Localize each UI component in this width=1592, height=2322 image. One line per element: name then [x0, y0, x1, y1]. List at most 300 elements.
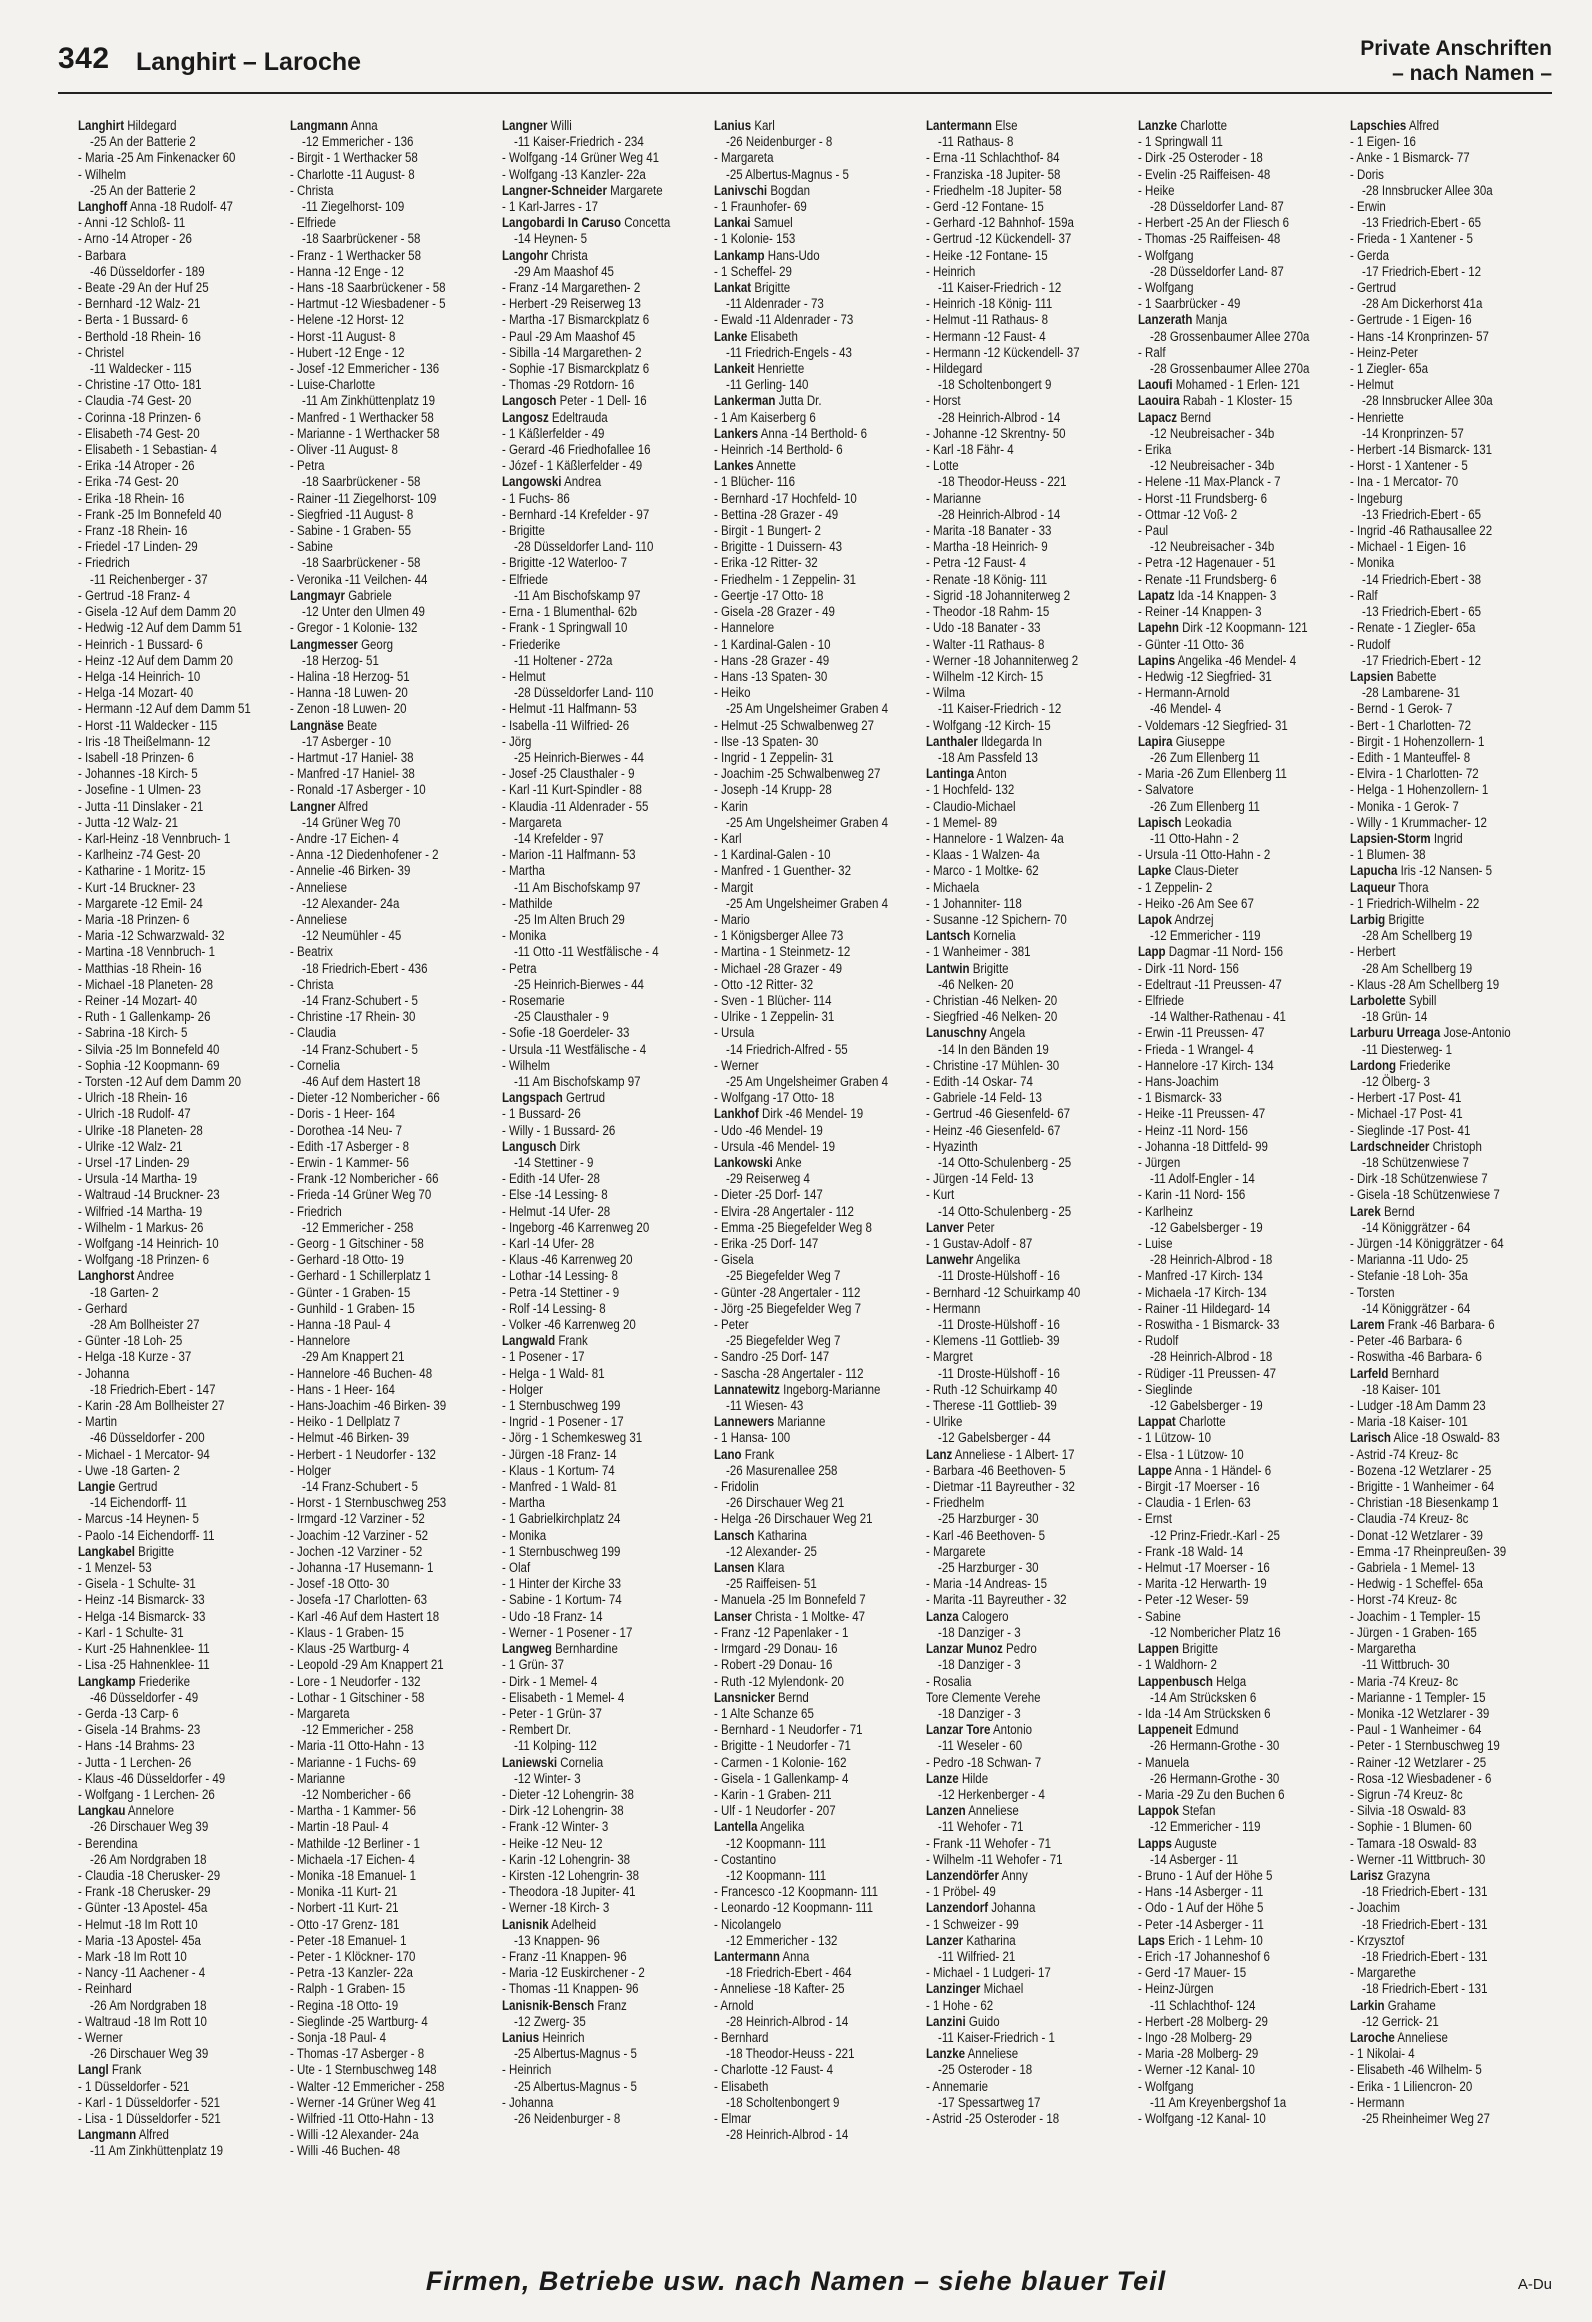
entry-line: - Franz -11 Knappen- 96 — [502, 1948, 627, 1964]
directory-entry — [502, 393, 684, 409]
entry-line: - Torsten — [1350, 1284, 1395, 1300]
entry-line: - Hannelore -46 Buchen- 48 — [290, 1365, 433, 1381]
first-entry: Angela — [989, 1025, 1026, 1041]
entry-line: - Christine -17 Rhein- 30 — [290, 1009, 416, 1025]
entry-line: -12 Emmericher - 119 — [1150, 1819, 1261, 1835]
entry-line: - Klaus - 1 Graben- 15 — [290, 1624, 404, 1640]
entry-line: - Nicolangelo — [714, 1916, 782, 1932]
entry-line: -14 Königgrätzer - 64 — [1362, 1300, 1471, 1316]
entry-heading — [1138, 377, 1320, 393]
surname: Larkin — [1350, 1997, 1385, 2013]
directory-entry — [926, 734, 1108, 766]
directory-entry — [1350, 118, 1532, 669]
directory-entry — [1138, 393, 1320, 409]
entry-line: -26 Neidenburger - 8 — [726, 134, 833, 150]
entry-line: -26 Dirschauer Weg 21 — [726, 1495, 845, 1511]
entry-line: - Margit — [714, 879, 754, 895]
entry-line: - Luise — [1138, 1236, 1173, 1252]
surname: Lapp — [1138, 944, 1166, 960]
surname: Laniewski — [502, 1754, 558, 1770]
first-entry: Ida -14 Knappen- 3 — [1177, 587, 1277, 603]
entry-line: - Karin -28 Am Bollheister 27 — [78, 1398, 225, 1414]
entry-line: - Bernhard -14 Krefelder - 97 — [502, 506, 650, 522]
entry-line: -18 Danziger - 3 — [938, 1705, 1021, 1721]
directory-entry — [926, 2046, 1108, 2127]
entry-line: - Marco - 1 Moltke- 62 — [926, 863, 1039, 879]
first-entry: Angelika — [975, 1252, 1021, 1268]
entry-line: -12 Nombericher - 66 — [302, 1786, 411, 1802]
first-entry: Christoph — [1432, 1138, 1482, 1154]
surname: Lantwin — [926, 960, 970, 976]
entry-line: - Susanne -12 Spichern- 70 — [926, 911, 1067, 927]
entry-heading — [1138, 312, 1320, 328]
entry-line: - Otto -17 Grenz- 181 — [290, 1916, 400, 1932]
surname: Lappe — [1138, 1462, 1172, 1478]
first-entry: Edeltrauda — [551, 409, 608, 425]
entry-line: - Wolfgang -14 Grüner Weg 41 — [502, 150, 660, 166]
entry-line: - Karl -46 Auf dem Hastert 18 — [290, 1608, 440, 1624]
entry-line: - Heike -12 Neu- 12 — [502, 1835, 603, 1851]
entry-line: -28 Am Bollheister 27 — [90, 1317, 200, 1333]
first-entry: Dagmar -11 Nord- 156 — [1168, 944, 1284, 960]
directory-entry — [1138, 912, 1320, 944]
entry-line: - Frieda - 1 Xantener - 5 — [1350, 231, 1473, 247]
entry-line: - Mathilde — [502, 895, 553, 911]
directory-entry — [714, 1690, 896, 1820]
surname: Lansen — [714, 1560, 755, 1576]
directory-entry — [714, 1106, 896, 1155]
entry-line: - Josef -25 Clausthaler - 9 — [502, 766, 635, 782]
entry-line: - Norbert -11 Kurt- 21 — [290, 1900, 399, 1916]
entry-line: - Berta - 1 Bussard- 6 — [78, 312, 189, 328]
entry-line: - Friedhelm - 1 Zeppelin- 31 — [714, 571, 857, 587]
entry-line: - Rudolf — [1350, 636, 1391, 652]
entry-line: - Ingrid - 1 Posener - 17 — [502, 1414, 624, 1430]
surname: Langkabel — [78, 1543, 135, 1559]
entry-line: - Ursula — [714, 1025, 755, 1041]
surname: Lapsien-Storm — [1350, 830, 1431, 846]
entry-line: - Ronald -17 Asberger - 10 — [290, 782, 426, 798]
entry-line: - Bettina -28 Grazer - 49 — [714, 506, 839, 522]
entry-line: - Erich -17 Johanneshof 6 — [1138, 1948, 1270, 1964]
entry-line: - Erika -25 Dorf- 147 — [714, 1236, 819, 1252]
entry-line: - Astrid -74 Kreuz- 8c — [1350, 1446, 1459, 1462]
surname: Lantella — [714, 1819, 758, 1835]
entry-line: -11 Wiesen- 43 — [726, 1398, 804, 1414]
entry-line: - Lotte — [926, 458, 959, 474]
entry-heading — [78, 1544, 260, 1560]
entry-line: - Elvira -28 Angertaler - 112 — [714, 1203, 854, 1219]
entry-heading — [78, 118, 260, 134]
directory-entry — [1138, 1414, 1320, 1463]
surname: Lapatz — [1138, 587, 1175, 603]
entry-line: - Bernhard -12 Walz- 21 — [78, 296, 201, 312]
entry-line: -12 Emmericher - 258 — [302, 1722, 414, 1738]
entry-line: -28 Innsbrucker Allee 30a — [1362, 182, 1493, 198]
entry-line: - Ruth -12 Schuirkamp 40 — [926, 1381, 1058, 1397]
entry-line: - Franz - 1 Werthacker 58 — [290, 247, 421, 263]
entry-line: -13 Friedrich-Ebert - 65 — [1362, 506, 1482, 522]
entry-line: - Claudia -74 Gest- 20 — [78, 393, 192, 409]
entry-line: -17 Asberger - 10 — [302, 733, 392, 749]
directory-entry — [1138, 1836, 1320, 1933]
surname: Lantermann — [714, 1948, 780, 1964]
first-entry: Hilde — [961, 1770, 989, 1786]
entry-line: - Helmut -17 Moerser - 16 — [1138, 1560, 1270, 1576]
surname: Lanwehr — [926, 1252, 974, 1268]
entry-line: - 1 Blumen- 38 — [1350, 847, 1426, 863]
first-entry: Stefan — [1182, 1803, 1216, 1819]
first-entry: Friederike — [1399, 1057, 1451, 1073]
entry-line: - Sabrina -18 Kirch- 5 — [78, 1025, 188, 1041]
entry-line: - Monika — [502, 1527, 547, 1543]
directory-entry — [714, 1819, 896, 1949]
entry-line: -25 Im Alten Bruch 29 — [514, 911, 625, 927]
entry-line: -18 Saarbrückener - 58 — [302, 555, 421, 571]
entry-line: - Klemens -11 Gottlieb- 39 — [926, 1333, 1060, 1349]
entry-line: - Helmut -18 Im Rott 10 — [78, 1916, 198, 1932]
entry-line: - Gregor - 1 Kolonie- 132 — [290, 620, 418, 636]
entry-line: - Pedro -18 Schwan- 7 — [926, 1754, 1042, 1770]
entry-line: - Wilhelm -12 Kirch- 15 — [926, 668, 1044, 684]
first-entry: Calogero — [961, 1608, 1009, 1624]
entry-line: - Friedhelm — [926, 1495, 985, 1511]
entry-line: - Ralph - 1 Graben- 15 — [290, 1981, 406, 1997]
surname: Lanzendorf — [926, 1900, 989, 1916]
entry-line: - Ilse -13 Spaten- 30 — [714, 733, 819, 749]
entry-line: - Martha -17 Bismarckplatz 6 — [502, 312, 650, 328]
entry-line: -25 Am Ungelsheimer Graben 4 — [726, 1073, 888, 1089]
entry-line: -18 Grün- 14 — [1362, 1009, 1428, 1025]
directory-entry — [926, 1025, 1108, 1219]
entry-line: - 1 Scheffel- 29 — [714, 263, 792, 279]
first-entry: Thora — [1398, 879, 1429, 895]
entry-line: - Petra -13 Kanzler- 22a — [290, 1965, 413, 1981]
entry-line: - Karl -18 Fähr- 4 — [926, 442, 1014, 458]
entry-line: - Ruth - 1 Gallenkamp- 26 — [78, 1009, 211, 1025]
entry-line: - Gerd -12 Fontane- 15 — [926, 199, 1044, 215]
entry-heading — [1350, 2030, 1532, 2046]
surname: Laps — [1138, 1932, 1165, 1948]
entry-heading — [502, 410, 684, 426]
entry-line: -17 Friedrich-Ebert - 12 — [1362, 263, 1482, 279]
entry-line: - Claudia -74 Kreuz- 8c — [1350, 1511, 1469, 1527]
entry-line: - Claudia - 1 Erlen- 63 — [1138, 1495, 1251, 1511]
first-entry: Anneliese - 1 Albert- 17 — [954, 1446, 1075, 1462]
entry-line: - Paolo -14 Eichendorff- 11 — [78, 1527, 215, 1543]
entry-line: - Hermann — [926, 1300, 981, 1316]
entry-line: - Martha - 1 Kammer- 56 — [290, 1803, 417, 1819]
entry-line: - Uwe -18 Garten- 2 — [78, 1462, 180, 1478]
entry-line: -18 Friedrich-Ebert - 131 — [1362, 1981, 1488, 1997]
entry-line: - 1 Hochfeld- 132 — [926, 782, 1015, 798]
entry-line: - Herbert -28 Molberg- 29 — [1138, 2013, 1268, 2029]
entry-line: - Helga - 1 Hohenzollern- 1 — [1350, 782, 1489, 798]
entry-line: - Michael -28 Grazer - 49 — [714, 960, 843, 976]
entry-line: - Else -14 Lessing- 8 — [502, 1187, 608, 1203]
entry-line: - Friedhelm -18 Jupiter- 58 — [926, 182, 1062, 198]
entry-line: - Jürgen -14 Feld- 13 — [926, 1171, 1034, 1187]
entry-line: - Sabine — [1138, 1608, 1181, 1624]
entry-heading — [78, 2062, 260, 2078]
first-entry: Friederike — [138, 1673, 191, 1689]
entry-line: - Dirk - 1 Memel- 4 — [502, 1673, 598, 1689]
entry-line: - Sophia -12 Koopmann- 69 — [78, 1057, 220, 1073]
entry-line: - Dieter -12 Nombericher - 66 — [290, 1090, 440, 1106]
entry-line: -11 Am Zinkhüttenplatz 19 — [90, 2143, 223, 2159]
entry-heading — [78, 1268, 260, 1284]
entry-line: - Erika -14 Atroper - 26 — [78, 458, 195, 474]
entry-line: - Ute - 1 Sternbuschweg 148 — [290, 2062, 437, 2078]
entry-line: - Theodora -18 Jupiter- 41 — [502, 1884, 636, 1900]
directory-entry — [1350, 2030, 1532, 2127]
first-entry: Angelika — [760, 1819, 805, 1835]
entry-line: - Elvira - 1 Charlotten- 72 — [1350, 766, 1479, 782]
first-entry: Alfred — [337, 798, 369, 814]
entry-line: - Bozena -12 Wetzlarer - 25 — [1350, 1462, 1492, 1478]
entry-heading — [1350, 912, 1532, 928]
directory-entry — [1138, 1641, 1320, 1673]
directory-entry — [926, 1981, 1108, 2013]
surname: Lanz — [926, 1446, 953, 1462]
surname: Larek — [1350, 1203, 1381, 1219]
entry-line: - Wilhelm - 1 Markus- 26 — [78, 1219, 204, 1235]
entry-line: - Heiko — [714, 685, 751, 701]
entry-heading — [290, 799, 472, 815]
entry-line: -28 Heinrich-Albrod - 14 — [938, 409, 1061, 425]
entry-line: - 1 Fuchs- 86 — [502, 490, 570, 506]
directory-entry — [1138, 1674, 1320, 1723]
entry-line: - Helmut -46 Birken- 39 — [290, 1430, 410, 1446]
entry-heading — [926, 1771, 1108, 1787]
first-entry: Michael — [983, 1981, 1024, 1997]
entry-line: -18 Scholtenbongert 9 — [726, 2094, 840, 2110]
directory-entry — [926, 1803, 1108, 1868]
entry-line: - Josef -12 Emmericher - 136 — [290, 361, 440, 377]
entry-line: - Holger — [502, 1381, 543, 1397]
entry-line: - Stefanie -18 Loh- 35a — [1350, 1268, 1468, 1284]
entry-line: - Rembert Dr. — [502, 1722, 572, 1738]
directory-column — [290, 118, 472, 2160]
surname: Lankes — [714, 458, 754, 474]
first-entry: Andrzej — [1174, 911, 1214, 927]
directory-entry — [714, 1382, 896, 1414]
directory-entry — [1350, 1204, 1532, 1317]
entry-line: - Gerhard — [78, 1300, 128, 1316]
entry-line: - Hartmut -12 Wiesbadener - 5 — [290, 296, 446, 312]
entry-heading — [502, 1333, 684, 1349]
directory-entry — [714, 1528, 896, 1560]
entry-line: - Emma -17 Rheinpreußen- 39 — [1350, 1543, 1507, 1559]
entry-line: - Manuela -25 Im Bonnefeld 7 — [714, 1592, 866, 1608]
first-entry: Leokadia — [1184, 814, 1232, 830]
entry-heading — [1138, 734, 1320, 750]
entry-heading — [1138, 653, 1320, 669]
entry-line: - Franz -14 Margarethen- 2 — [502, 280, 641, 296]
entry-line: -18 Friedrich-Ebert - 131 — [1362, 1916, 1488, 1932]
entry-line: - Maria -74 Kreuz- 8c — [1350, 1673, 1459, 1689]
entry-line: - Herbert — [1350, 944, 1396, 960]
entry-line: - Helga -14 Bismarck- 33 — [78, 1608, 206, 1624]
surname: Langkamp — [78, 1673, 136, 1689]
entry-line: - Anke - 1 Bismarck- 77 — [1350, 150, 1470, 166]
entry-heading — [714, 458, 896, 474]
entry-line: -26 Zum Ellenberg 11 — [1150, 749, 1260, 765]
entry-line: - Maria -28 Molberg- 29 — [1138, 2046, 1259, 2062]
entry-line: - Oliver -11 August- 8 — [290, 442, 398, 458]
first-entry: Pedro — [1005, 1641, 1037, 1657]
entry-line: - Karin -12 Lohengrin- 38 — [502, 1851, 631, 1867]
entry-line: - Claudia — [290, 1025, 337, 1041]
entry-line: - Leonardo -12 Koopmann- 111 — [714, 1900, 873, 1916]
entry-line: - Nancy -11 Aachener - 4 — [78, 1965, 206, 1981]
section-title — [1360, 36, 1552, 86]
first-entry: Katharina — [757, 1527, 807, 1543]
entry-line: -18 Scholtenbongert 9 — [938, 377, 1052, 393]
entry-line: - Edith -14 Oskar- 74 — [926, 1073, 1033, 1089]
surname: Langobardi In Caruso — [502, 215, 622, 231]
entry-line: - Heinrich -14 Berthold- 6 — [714, 442, 843, 458]
entry-line: - Bernhard -12 Schuirkamp 40 — [926, 1284, 1081, 1300]
entry-heading — [1350, 669, 1532, 685]
entry-line: - Ottmar -12 Voß- 2 — [1138, 506, 1238, 522]
entry-line: - Ralf — [1350, 587, 1378, 603]
entry-line: - Franz -18 Rhein- 16 — [78, 523, 188, 539]
entry-line: - Michael - 1 Ludgeri- 17 — [926, 1965, 1051, 1981]
entry-line: -28 Heinrich-Albrod - 18 — [1150, 1349, 1273, 1365]
entry-heading — [1350, 1366, 1532, 1382]
entry-heading — [714, 1528, 896, 1544]
entry-line: - Klaus -28 Am Schellberg 19 — [1350, 976, 1500, 992]
entry-line: - Christine -17 Otto- 181 — [78, 377, 202, 393]
first-entry: Anna — [782, 1948, 810, 1964]
entry-line: - Claudio-Michael — [926, 798, 1016, 814]
surname: Lanzer — [926, 1932, 964, 1948]
entry-line: -12 Emmericher - 132 — [726, 1932, 838, 1948]
entry-line: - Wolfgang -18 Prinzen- 6 — [78, 1252, 210, 1268]
entry-line: - Maria -26 Zum Ellenberg 11 — [1138, 766, 1287, 782]
surname: Langhoff — [78, 199, 128, 215]
directory-entry — [1350, 1366, 1532, 1431]
entry-line: - Therese -11 Gottlieb- 39 — [926, 1398, 1057, 1414]
directory-entry — [714, 393, 896, 425]
first-entry: Frank -46 Barbara- 6 — [1387, 1317, 1495, 1333]
entry-line: - Erika - 1 Liliencron- 20 — [1350, 2078, 1473, 2094]
entry-line: - Michael - 1 Eigen- 16 — [1350, 539, 1466, 555]
entry-line: - Heiko - 1 Dellplatz 7 — [290, 1414, 401, 1430]
surname: Lappen — [1138, 1641, 1179, 1657]
entry-line: - Salvatore — [1138, 782, 1194, 798]
entry-line: - Manfred -17 Haniel- 38 — [290, 766, 415, 782]
first-entry: Anton — [976, 766, 1007, 782]
entry-line: - Hans -14 Kronprinzen- 57 — [1350, 328, 1489, 344]
first-entry: Annelore — [127, 1803, 175, 1819]
entry-line: - Ernst — [1138, 1511, 1172, 1527]
first-entry: Anneliese — [1397, 2029, 1448, 2045]
surname: Lannatewitz — [714, 1381, 780, 1397]
first-entry: Rabah - 1 Kloster- 15 — [1182, 393, 1293, 409]
entry-line: - Martina - 1 Steinmetz- 12 — [714, 944, 851, 960]
first-entry: Dirk — [559, 1138, 581, 1154]
entry-line: - 1 Sternbuschweg 199 — [502, 1398, 621, 1414]
entry-line: - Jörg - 1 Schemkesweg 31 — [502, 1430, 643, 1446]
directory-entry — [502, 2030, 684, 2127]
entry-line: - Heinz -11 Nord- 156 — [1138, 1122, 1248, 1138]
surname: Lappenbusch — [1138, 1673, 1213, 1689]
entry-line: - Joachim -25 Schwalbenweg 27 — [714, 766, 881, 782]
surname: Lapke — [1138, 863, 1172, 879]
entry-line: - Maria -14 Andreas- 15 — [926, 1576, 1047, 1592]
entry-line: - Martina -18 Vennbruch- 1 — [78, 944, 215, 960]
entry-line: - Willi -12 Alexander- 24a — [290, 2127, 419, 2143]
entry-line: - Ursula -46 Mendel- 19 — [714, 1138, 835, 1154]
entry-line: - Charlotte -11 August- 8 — [290, 166, 415, 182]
entry-line: - Birgit -17 Moerser - 16 — [1138, 1479, 1260, 1495]
entry-heading — [1138, 393, 1320, 409]
entry-heading — [502, 393, 684, 409]
surname: Langmann — [290, 118, 349, 133]
first-entry: Anna -18 Rudolf- 47 — [129, 199, 233, 215]
directory-entry — [502, 248, 684, 394]
entry-line: - Hans-Joachim — [1138, 1073, 1219, 1089]
entry-line: - Sabine - 1 Graben- 55 — [290, 523, 411, 539]
directory-entry — [926, 118, 1108, 734]
entry-line: - Thomas -29 Rotdorn- 16 — [502, 377, 635, 393]
entry-line: - Rudolf — [1138, 1333, 1179, 1349]
first-entry: Franz — [597, 1997, 627, 2013]
entry-line: - Rüdiger -11 Preussen- 47 — [1138, 1365, 1277, 1381]
entry-heading — [1138, 588, 1320, 604]
entry-heading — [290, 718, 472, 734]
entry-heading — [926, 734, 1108, 750]
entry-line: - Arno -14 Atroper - 26 — [78, 231, 192, 247]
directory-entry — [926, 1900, 1108, 1932]
entry-line: - Hans -18 Saarbrückener - 58 — [290, 280, 446, 296]
entry-line: - Heinz -14 Bismarck- 33 — [78, 1592, 205, 1608]
entry-line: - Wilfried -11 Otto-Hahn - 13 — [290, 2110, 434, 2126]
entry-line: - Renate -18 König- 111 — [926, 571, 1048, 587]
first-entry: Sybill — [1408, 992, 1437, 1008]
entry-line: -11 Droste-Hülshoff - 16 — [938, 1317, 1060, 1333]
first-entry: Bernhardine — [555, 1641, 618, 1657]
entry-line: - Karlheinz — [1138, 1203, 1194, 1219]
entry-line: - Dieter -25 Dorf- 147 — [714, 1187, 823, 1203]
entry-line: - Rolf -14 Lessing- 8 — [502, 1300, 606, 1316]
directory-column — [78, 118, 260, 2160]
entry-line: - Anneliese — [290, 911, 347, 927]
entry-line: - Gerhard - 1 Schillerplatz 1 — [290, 1268, 431, 1284]
surname: Lanzini — [926, 2013, 966, 2029]
directory-entry — [1350, 1058, 1532, 1139]
first-entry: Bernd — [778, 1689, 809, 1705]
entry-line: -12 Gerrick- 21 — [1362, 2013, 1439, 2029]
surname: Langohr — [502, 247, 549, 263]
entry-line: - Friedrich — [290, 1203, 342, 1219]
entry-line: - Hedwig -12 Auf dem Damm 51 — [78, 620, 242, 636]
first-entry: Andree — [136, 1268, 175, 1284]
entry-line: - Torsten -12 Auf dem Damm 20 — [78, 1073, 242, 1089]
entry-line: -11 Am Bischofskamp 97 — [514, 879, 641, 895]
entry-line: - Sabine - 1 Kortum- 74 — [502, 1592, 622, 1608]
entry-line: - Marita -11 Bayreuther - 32 — [926, 1592, 1067, 1608]
entry-line: -11 Schlachthof- 124 — [1150, 1997, 1256, 2013]
first-entry: Alfred — [138, 2127, 169, 2143]
first-entry: Bernd — [1180, 409, 1211, 425]
entry-line: -17 Friedrich-Ebert - 12 — [1362, 652, 1482, 668]
entry-line: -11 Kaiser-Friedrich - 1 — [938, 2029, 1055, 2045]
directory-entry — [1350, 1139, 1532, 1204]
entry-heading — [1350, 118, 1532, 134]
